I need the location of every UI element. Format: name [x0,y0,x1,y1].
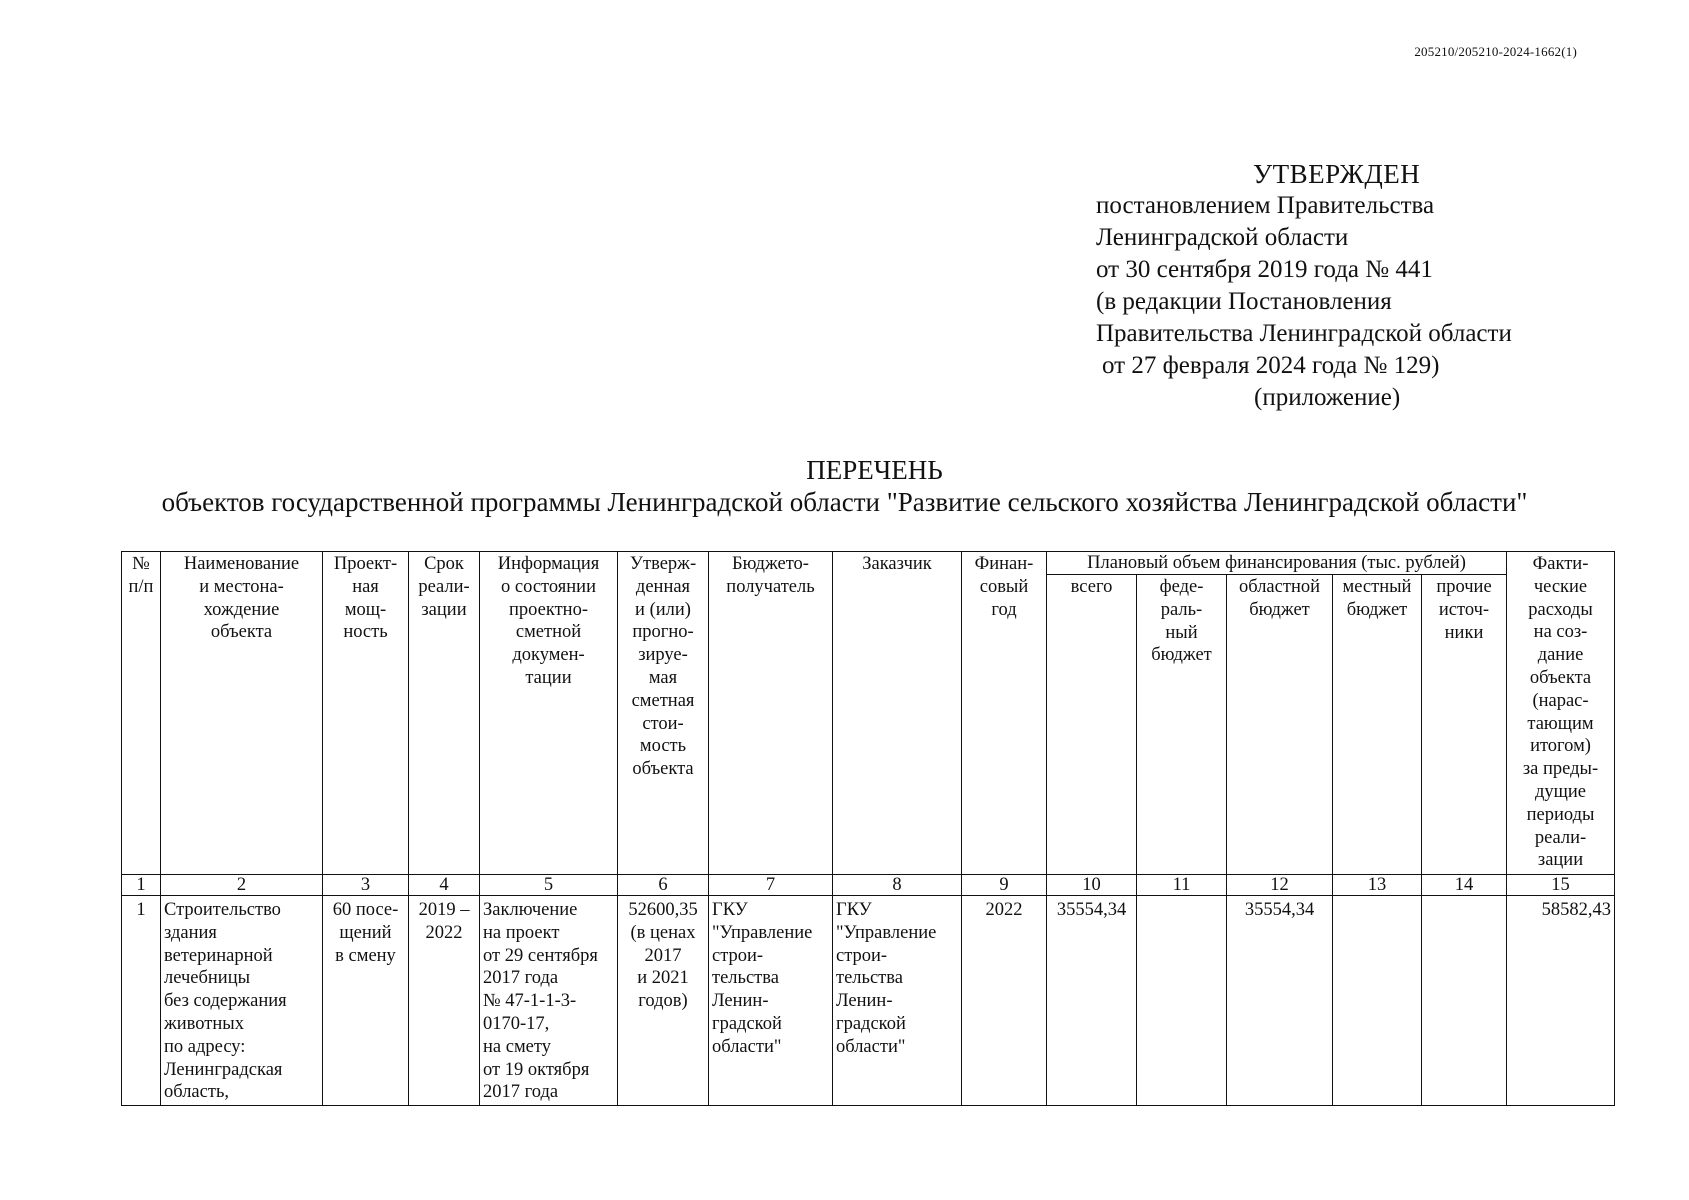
cell-regional: 35554,34 [1227,896,1333,1106]
column-number: 4 [409,875,480,896]
approval-title: УТВЕРЖДЕН [1253,159,1421,189]
document-heading [0,454,1689,518]
column-number: 10 [1047,875,1137,896]
cell-fin-year: 2022 [962,896,1047,1106]
approval-line-6: от 27 февраля 2024 года № 129) [1102,352,1440,379]
cell-actual: 58582,43 [1507,896,1615,1106]
column-number: 14 [1422,875,1507,896]
column-number: 11 [1137,875,1227,896]
approval-line-3: от 30 сентября 2019 года № 441 [1096,256,1433,283]
cell-term: 2019 – 2022 [409,896,480,1106]
cell-docs: Заключение на проект от 29 сентября 2017 года № 47-1-1-3- 0170-17, на смету от 19 октября 2017 года [480,896,618,1106]
table-row [122,896,1615,1106]
cell-capacity: 60 посе- щений в смену [323,896,409,1106]
column-number: 7 [709,875,833,896]
cell-total: 35554,34 [1047,896,1137,1106]
column-number: 15 [1507,875,1615,896]
cell-other [1422,896,1507,1106]
header-fin-year: Финан- совый год [962,552,1047,875]
header-cost: Утверж- денная и (или) прогно- зируе- мая сметная стои- мость объекта [618,552,709,875]
header-customer: Заказчик [833,552,962,875]
approval-line-4: (в редакции Постановления [1096,288,1392,315]
column-number: 12 [1227,875,1333,896]
header-actual: Факти- ческие расходы на соз- дание объекта (нарас- тающим итогом) за преды- дущие периоды реали- зации [1507,552,1615,875]
header-other: прочие источ- ники [1422,575,1507,875]
column-number: 1 [122,875,161,896]
cell-customer: ГКУ "Управление строи- тельства Ленин- градской области" [833,896,962,1106]
header-local: местный бюджет [1333,575,1422,875]
column-number: 2 [161,875,323,896]
header-total: всего [1047,575,1137,875]
header-federal: феде- раль- ный бюджет [1137,575,1227,875]
header-num: № п/п [122,552,161,875]
document-subtitle: объектов государственной программы Ленинградской области "Развитие сельского хозяйства Ленинградской области" [161,487,1528,517]
approval-line-1: постановлением Правительства [1096,192,1435,219]
header-term: Срок реали- зации [409,552,480,875]
objects-table [121,551,1615,1106]
header-docs: Информация о состоянии проектно- сметной докумен- тации [480,552,618,875]
cell-local [1333,896,1422,1106]
header-name: Наименование и местона- хождение объекта [161,552,323,875]
column-number: 3 [323,875,409,896]
header-recipient: Бюджето- получатель [709,552,833,875]
cell-recipient: ГКУ "Управление строи- тельства Ленин- градской области" [709,896,833,1106]
column-number: 5 [480,875,618,896]
header-regional: областной бюджет [1227,575,1333,875]
document-id: 205210/205210-2024-1662(1) [1414,44,1577,59]
cell-cost: 52600,35 (в ценах 2017 и 2021 годов) [618,896,709,1106]
column-number: 6 [618,875,709,896]
header-plan-group: Плановый объем финансирования (тыс. рублей) [1047,552,1507,575]
column-number: 8 [833,875,962,896]
column-number: 9 [962,875,1047,896]
approval-stamp [1096,158,1656,414]
cell-name: Строительство здания ветеринарной лечебницы без содержания животных по адресу: Ленинградская область, [161,896,323,1106]
cell-num: 1 [122,896,161,1106]
document-title: ПЕРЕЧЕНЬ [806,455,943,485]
column-number: 13 [1333,875,1422,896]
cell-federal [1137,896,1227,1106]
approval-line-2: Ленинградской области [1096,224,1349,251]
approval-line-7: (приложение) [1254,384,1401,411]
approval-line-5: Правительства Ленинградской области [1096,320,1512,347]
header-capacity: Проект- ная мощ- ность [323,552,409,875]
header-row-top [122,552,1615,575]
column-number-row [122,875,1615,896]
